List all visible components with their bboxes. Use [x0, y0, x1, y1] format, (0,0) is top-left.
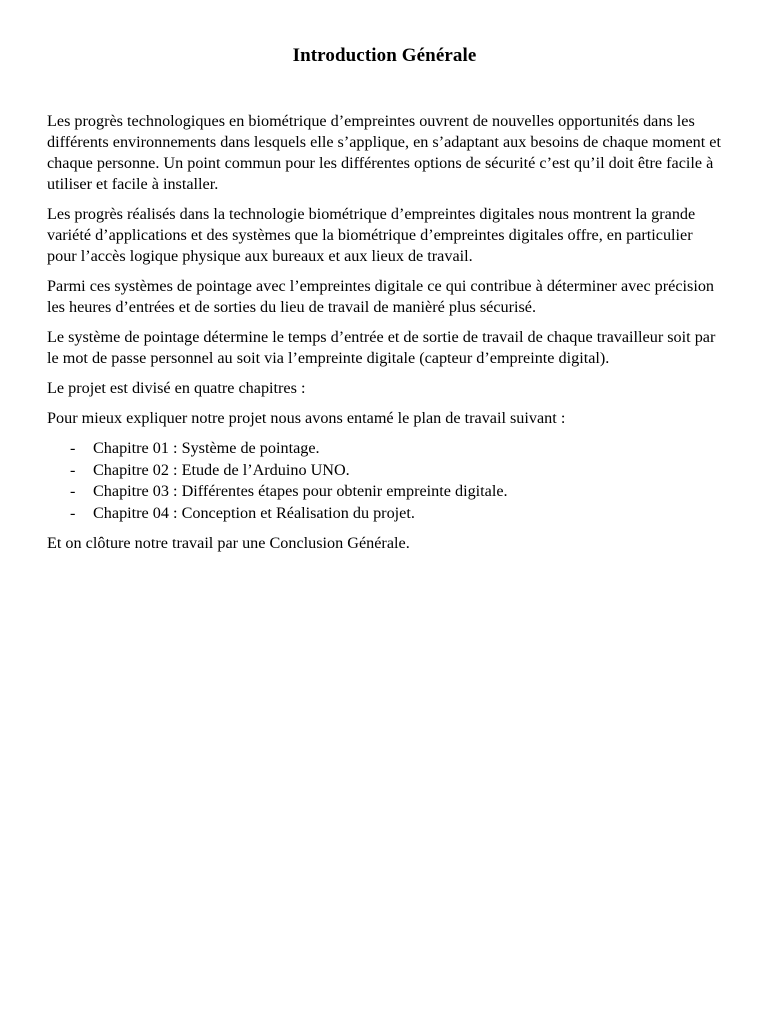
- list-item: [47, 460, 722, 482]
- paragraph-pointage: Le système de pointage détermine le temps d’entrée et de sortie de travail de chaque travailleur soit par le mot de passe personnel au soit via l’empreinte digitale (capteur d’empreinte digital).: [47, 328, 716, 367]
- list-marker: -: [70, 460, 76, 479]
- paragraph-technology: Les progrès réalisés dans la technologie biométrique d’empreintes digitales nous montrent la grande variété d’applications et des systèmes que la biométrique d’empreintes digitales offre, en particulier pour l’accès logique physique aux bureaux et aux lieux de travail.: [47, 205, 696, 265]
- list-item: [47, 503, 722, 525]
- list-marker: -: [70, 503, 76, 522]
- list-item: [47, 481, 722, 503]
- chapter-title: Chapitre 03 : Différentes étapes pour obtenir empreinte digitale.: [93, 482, 508, 500]
- chapter-title: Chapitre 02 : Etude de l’Arduino UNO.: [93, 460, 350, 479]
- chapter-title: Chapitre 01 : Système de pointage.: [93, 439, 320, 457]
- page-title: Introduction Générale: [292, 45, 477, 66]
- list-marker: -: [70, 439, 76, 457]
- paragraph-conclusion: Et on clôture notre travail par une Conclusion Générale.: [47, 534, 410, 552]
- document-body: [47, 111, 722, 554]
- chapter-title: Chapitre 04 : Conception et Réalisation du projet.: [93, 503, 415, 522]
- paragraph-systems: Parmi ces systèmes de pointage avec l’empreintes digitale ce qui contribue à déterminer avec précision les heures d’entrées et de sorties du lieu de travail de manièré plus sécurisé.: [47, 277, 715, 316]
- paragraph-plan: Pour mieux expliquer notre projet nous avons entamé le plan de travail suivant :: [47, 409, 566, 427]
- chapter-list: [47, 438, 722, 524]
- list-item: [47, 438, 722, 460]
- list-marker: -: [70, 482, 76, 500]
- paragraph-chapters-intro: Le projet est divisé en quatre chapitres :: [47, 379, 306, 397]
- paragraph-intro: Les progrès technologiques en biométrique d’empreintes ouvrent de nouvelles opportunités dans les différents environnements dans lesquels elle s’applique, en s’adaptant aux besoins de chaque moment et chaque personne. Un point commun pour les différentes options de sécurité c’est qu’il doit être facile à utiliser et facile à installer.: [47, 112, 721, 193]
